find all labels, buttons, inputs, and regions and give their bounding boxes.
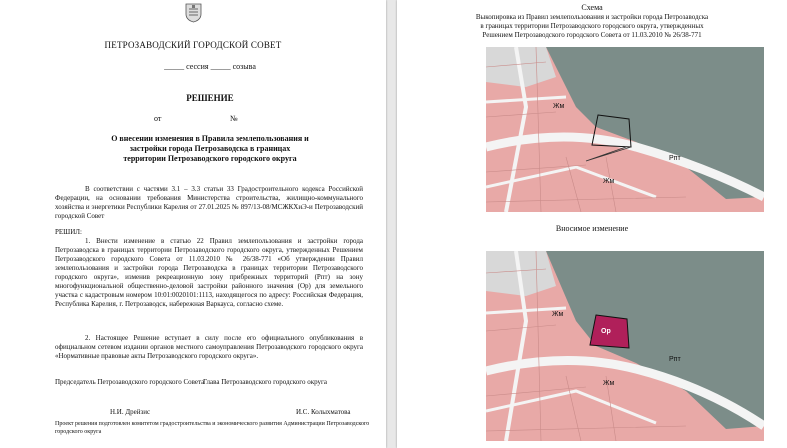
decided-label: РЕШИЛ: <box>55 228 82 236</box>
scheme-desc-line: в границах территории Петрозаводского городского округа, утвержденных <box>480 22 704 30</box>
zone-label-zhm: Жм <box>552 311 564 318</box>
signature-left-title: Председатель Петрозаводского городского Совета <box>55 378 205 386</box>
date-prefix: от <box>154 114 162 123</box>
title-line: территории Петрозаводского городского округа <box>123 154 297 163</box>
zoning-map-proposed-graphic <box>486 251 764 441</box>
number-prefix: № <box>230 114 238 123</box>
zone-label-rpt: Рпт <box>669 155 681 162</box>
signature-right-name: И.С. Колыхматова <box>296 408 351 416</box>
zone-label-rpt: Рпт <box>669 356 681 363</box>
scheme-desc-line: Выкопировка из Правил землепользования и застройки города Петрозаводска <box>475 13 709 21</box>
zone-label-zhm: Жм <box>603 178 615 185</box>
signature-right-title: Глава Петрозаводского городского округа <box>203 378 328 386</box>
title-line: застройки города Петрозаводска в границах <box>129 144 291 153</box>
session-line: _____ сессия _____ созыва <box>164 62 256 71</box>
zoning-map-current-graphic <box>486 47 764 212</box>
scheme-desc-line: Решением Петрозаводского городского Совета от 11.03.2010 № 26/38-771 <box>482 31 702 39</box>
scheme-title: Схема <box>581 3 603 12</box>
zone-label-zhm: Жм <box>603 380 615 387</box>
decision-heading: РЕШЕНИЕ <box>186 93 234 103</box>
coat-of-arms-icon <box>185 3 202 23</box>
item-1-paragraph: 1. Внести изменение в статью 22 Правил землепользования и застройки города Петрозаводска в границах территории Петрозаводского городского округа, утвержденных Решением Петрозаводского городского Совета от 11.03.2010 № 26/38-771 «Об утверждении Правил землепользования и застройки города Петрозаводска в границах территории Петрозаводского городского округа», изменив рекреационную зону прибрежных территорий (Рпт) на зону многофункциональной общественно-деловой застройки районного значения (Ор) для земельного участка с кадастровым номером 10:01:0020101:1113, находящегося по адресу: Российская Федерация, Республика Карелия, г. Петрозаводск, набережная Варкауса, согласно схеме. <box>55 237 363 308</box>
document-page-left <box>0 0 386 448</box>
zoning-map-proposed <box>486 251 764 441</box>
scheme-description <box>397 13 787 40</box>
zone-label-zhm: Жм <box>553 103 565 110</box>
footer-note: Проект решения подготовлен комитетом градостроительства и экономического развития Администрации Петрозаводского городского округа <box>55 421 370 435</box>
decision-title <box>80 134 340 164</box>
zone-label-or: Ор <box>601 328 611 335</box>
item-2-paragraph: 2. Настоящее Решение вступает в силу после его официального опубликования в официальном сетевом издании органов местного самоуправления Петрозаводского городского округа «Нормативные правовые акты Петрозаводского городского округа». <box>55 334 363 360</box>
title-line: О внесении изменения в Правила землепользования и <box>111 134 309 143</box>
document-page-right <box>397 0 787 448</box>
change-title: Вносимое изменение <box>555 224 629 233</box>
council-name: ПЕТРОЗАВОДСКИЙ ГОРОДСКОЙ СОВЕТ <box>104 40 282 50</box>
preamble-paragraph: В соответствии с частями 3.1 – 3.3 статьи 33 Градостроительного кодекса Российской Федерации, на основании требования Министерства строительства, жилищно-коммунального хозяйства и энергетики Республики Карелия от 27.01.2025 № 897/13-08/МСЖКХиЭ-и Петрозаводский городской Совет <box>55 185 363 220</box>
zoning-map-current <box>486 47 764 212</box>
signature-left-name: Н.И. Дрейзис <box>110 408 151 416</box>
